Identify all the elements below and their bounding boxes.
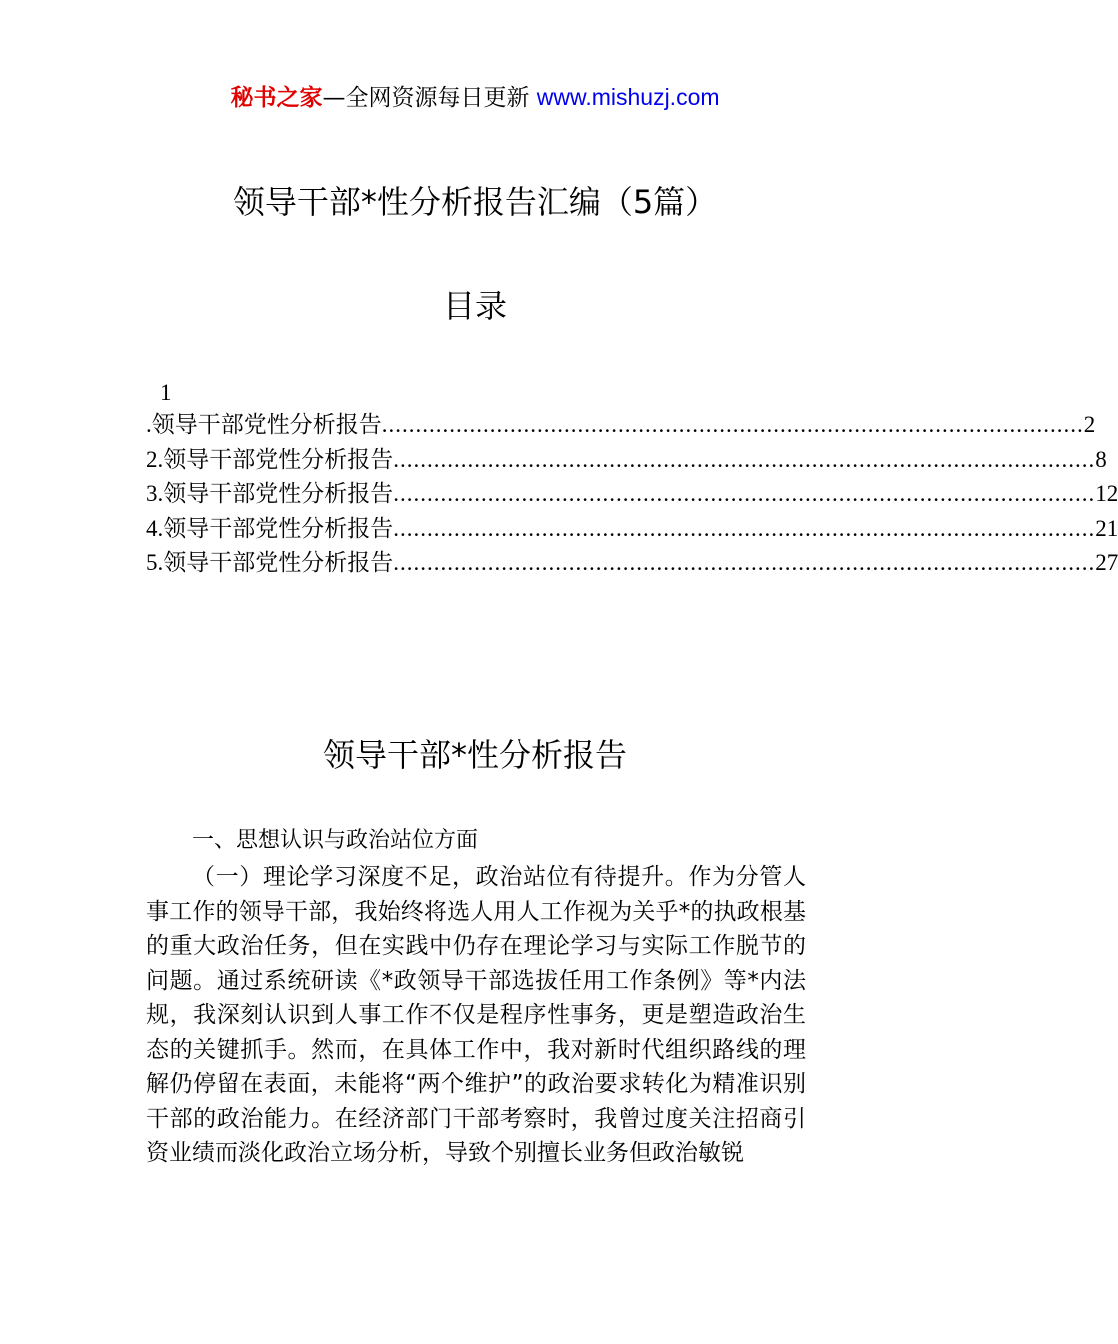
toc-entry-label: 领导干部党性分析报告 xyxy=(151,412,382,438)
body-paragraph: （一）理论学习深度不足，政治站位有待提升。作为分管人事工作的领导干部，我始终将选人用人工作视为关乎*的执政根基的重大政治任务，但在实践中仍存在理论学习与实际工作脱节的问题。通过系统研读《*政领导干部选拔任用工作条例》等*内法规，我深刻认识到人事工作不仅是程序性事务，更是塑造政治生态的关键抓手。然而，在具体工作中，我对新时代组织路线的理解仍停留在表面，未能将“两个维护”的政治要求转化为精准识别干部的政治能力。在经济部门干部考察时，我曾过度关注招商引资业绩而淡化政治立场分析，导致个别擅长业务但政治敏锐 xyxy=(146,864,806,1166)
toc-leader-dots: ........................................................................................................ xyxy=(393,515,1096,541)
site-url-link[interactable]: www.mishuzj.com xyxy=(536,84,720,110)
toc-entry-page: 27 xyxy=(1095,550,1118,575)
toc-first-number: 1 xyxy=(160,380,172,405)
toc-entry-number: 5. xyxy=(146,550,164,575)
header-tagline: —全网资源每日更新 xyxy=(322,85,530,111)
toc-entry-number: 2. xyxy=(146,446,164,472)
toc-entry-1[interactable] xyxy=(146,408,1096,443)
table-of-contents xyxy=(146,378,1118,581)
toc-entry-page: 8 xyxy=(1095,446,1107,472)
toc-leader-dots: ........................................................................................................ xyxy=(381,412,1084,437)
brand-name: 秘书之家 xyxy=(230,85,323,111)
toc-entry-page: 21 xyxy=(1095,515,1118,541)
toc-entry-3[interactable] xyxy=(146,477,1118,512)
toc-entry-page: 2 xyxy=(1083,412,1096,437)
toc-entry-page: 12 xyxy=(1095,481,1118,506)
toc-entry-label: 领导干部党性分析报告 xyxy=(163,446,394,473)
toc-entry-2[interactable] xyxy=(146,443,1107,478)
sub-heading: 一、思想认识与政治站位方面 xyxy=(192,828,479,853)
toc-leader-dots: ........................................................................................................ xyxy=(393,446,1096,472)
toc-entry-number: 4. xyxy=(146,515,164,541)
document-title: 领导干部*性分析报告汇编（5篇） xyxy=(232,183,718,221)
toc-heading: 目录 xyxy=(442,287,507,325)
toc-entry-label: 领导干部党性分析报告 xyxy=(163,515,394,542)
toc-entry-5[interactable] xyxy=(146,546,1118,581)
toc-entry-number: . xyxy=(146,412,152,437)
toc-leader-dots: ........................................................................................................ xyxy=(393,550,1096,575)
toc-entry-number: 3. xyxy=(146,481,164,506)
site-header xyxy=(0,82,950,113)
toc-leader-dots: ........................................................................................................ xyxy=(393,481,1096,506)
toc-entry-label: 领导干部党性分析报告 xyxy=(163,550,394,576)
toc-entry-4[interactable] xyxy=(146,512,1118,547)
toc-entry-label: 领导干部党性分析报告 xyxy=(163,481,394,507)
section-title: 领导干部*性分析报告 xyxy=(322,736,627,774)
